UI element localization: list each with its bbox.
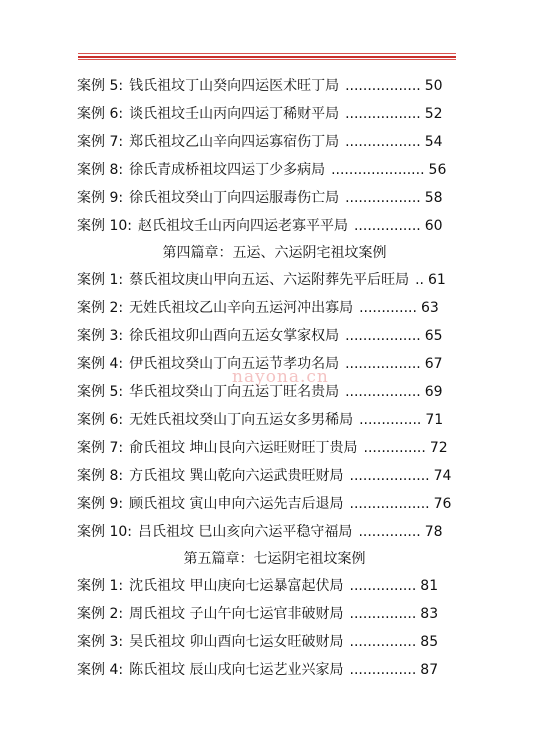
case-label: 案例 9:: [77, 190, 124, 206]
page-number: 54: [424, 134, 443, 150]
leader-dots: .....................: [331, 162, 425, 178]
case-label: 案例 4:: [77, 662, 124, 678]
page-number: 78: [424, 524, 443, 540]
toc-entry[interactable]: [77, 518, 443, 546]
toc-entry[interactable]: [77, 600, 438, 628]
case-label: 案例 7:: [77, 440, 124, 456]
page-number: 85: [420, 634, 439, 650]
toc-entry[interactable]: [77, 572, 438, 600]
page-number: 60: [424, 218, 443, 234]
case-label: 案例 1:: [77, 272, 124, 288]
page-number: 65: [424, 328, 443, 344]
case-label: 案例 3:: [77, 634, 124, 650]
case-label: 案例 6:: [77, 106, 124, 122]
case-title: 郑氏祖坟乙山辛向四运寡宿伤丁局: [129, 134, 340, 150]
leader-dots: ...............: [349, 578, 417, 594]
watermark: nayona.cn: [232, 367, 329, 387]
leader-dots: .................: [345, 328, 421, 344]
case-title: 徐氏祖坟卯山酉向五运女掌家权局: [129, 328, 340, 344]
case-label: 案例 5:: [77, 384, 124, 400]
case-label: 案例 10:: [77, 218, 132, 234]
page-number: 83: [420, 606, 439, 622]
leader-dots: .................: [345, 190, 421, 206]
case-label: 案例 2:: [77, 300, 124, 316]
leader-dots: ...............: [353, 218, 421, 234]
case-label: 案例 7:: [77, 134, 124, 150]
case-label: 案例 1:: [77, 578, 124, 594]
leader-dots: .................: [345, 356, 421, 372]
toc-entry[interactable]: [77, 462, 451, 490]
page-number: 69: [424, 384, 443, 400]
page-number: 74: [433, 468, 452, 484]
leader-dots: ..............: [358, 524, 421, 540]
case-label: 案例 2:: [77, 606, 124, 622]
leader-dots: ..............: [363, 440, 426, 456]
case-label: 案例 8:: [77, 468, 124, 484]
toc-entry[interactable]: [77, 156, 446, 184]
toc-entry[interactable]: [77, 434, 448, 462]
case-title: 沈氏祖坟 甲山庚向七运暴富起伏局: [129, 578, 344, 594]
page-number: 71: [425, 412, 444, 428]
leader-dots: ..................: [349, 468, 430, 484]
header-rule: [78, 53, 456, 54]
page-number: 63: [420, 300, 439, 316]
leader-dots: .................: [345, 134, 421, 150]
case-label: 案例 10:: [77, 524, 132, 540]
page-number: 67: [424, 356, 443, 372]
leader-dots: .................: [345, 78, 421, 94]
toc-entry[interactable]: [77, 490, 451, 518]
case-label: 案例 3:: [77, 328, 124, 344]
header-rule: [78, 59, 456, 60]
case-title: 吴氏祖坟 卯山酉向七运女旺破财局: [129, 634, 344, 650]
case-title: 徐氏青成桥祖坟四运丁少多病局: [129, 162, 326, 178]
case-title: 伊氏祖坟癸山丁向五运节孝功名局: [129, 356, 340, 372]
case-title: 华氏祖坟癸山丁向五运丁旺名贵局: [129, 384, 340, 400]
case-title: 钱氏祖坟丁山癸向四运医术旺丁局: [129, 78, 340, 94]
page-number: 76: [433, 496, 452, 512]
toc-entry[interactable]: [77, 378, 443, 406]
case-label: 案例 4:: [77, 356, 124, 372]
case-title: 周氏祖坟 子山午向七运官非破财局: [129, 606, 344, 622]
case-label: 案例 9:: [77, 496, 124, 512]
page-number: 52: [424, 106, 443, 122]
case-title: 方氏祖坟 巽山乾向六运武贵旺财局: [129, 468, 344, 484]
toc-entry[interactable]: [77, 100, 443, 128]
toc-entry[interactable]: [77, 72, 443, 100]
page-number: 87: [420, 662, 439, 678]
page-number: 50: [424, 78, 443, 94]
toc-entry[interactable]: [77, 294, 439, 322]
toc-entry[interactable]: [77, 266, 446, 294]
page-number: 56: [428, 162, 447, 178]
chapter-heading: 第五篇章：七运阴宅祖坟案例: [183, 551, 366, 567]
toc-entry[interactable]: [77, 350, 443, 378]
toc-entry[interactable]: [77, 656, 438, 684]
toc-entry[interactable]: [77, 406, 443, 434]
case-title: 顾氏祖坟 寅山申向六运先吉后退局: [129, 496, 344, 512]
case-label: 案例 8:: [77, 162, 124, 178]
leader-dots: ...............: [349, 606, 417, 622]
toc-entry[interactable]: [77, 212, 443, 240]
page-number: 58: [424, 190, 443, 206]
header-rule: [78, 56, 456, 58]
leader-dots: .................: [345, 106, 421, 122]
case-label: 案例 5:: [77, 78, 124, 94]
toc-entry[interactable]: [77, 322, 443, 350]
case-title: 陈氏祖坟 辰山戌向七运艺业兴家局: [129, 662, 344, 678]
leader-dots: .................: [345, 384, 421, 400]
page-number: 81: [420, 578, 439, 594]
leader-dots: ..............: [359, 412, 422, 428]
case-title: 无姓氏祖坟癸山丁向五运女多男稀局: [129, 412, 354, 428]
toc-entry[interactable]: [77, 184, 443, 212]
case-title: 徐氏祖坟癸山丁向四运服毒伤亡局: [129, 190, 340, 206]
page-number: 72: [429, 440, 448, 456]
chapter-heading: 第四篇章：五运、六运阴宅祖坟案例: [162, 245, 387, 261]
leader-dots: ..................: [349, 496, 430, 512]
leader-dots: ..: [415, 272, 424, 288]
case-label: 案例 6:: [77, 412, 124, 428]
case-title: 蔡氏祖坟庚山甲向五运、六运附葬先平后旺局: [129, 272, 410, 288]
case-title: 赵氏祖坟壬山丙向四运老寡平平局: [137, 218, 348, 234]
case-title: 俞氏祖坟 坤山艮向六运旺财旺丁贵局: [129, 440, 358, 456]
toc-entry[interactable]: [77, 128, 443, 156]
page-number: 61: [427, 272, 446, 288]
leader-dots: ...............: [349, 662, 417, 678]
case-title: 吕氏祖坟 巳山亥向六运平稳守福局: [137, 524, 353, 540]
leader-dots: ...............: [349, 634, 417, 650]
case-title: 无姓氏祖坟乙山辛向五运河冲出寡局: [129, 300, 354, 316]
leader-dots: .............: [359, 300, 417, 316]
case-title: 谈氏祖坟壬山丙向四运丁稀财平局: [129, 106, 340, 122]
toc-entry[interactable]: [77, 628, 438, 656]
